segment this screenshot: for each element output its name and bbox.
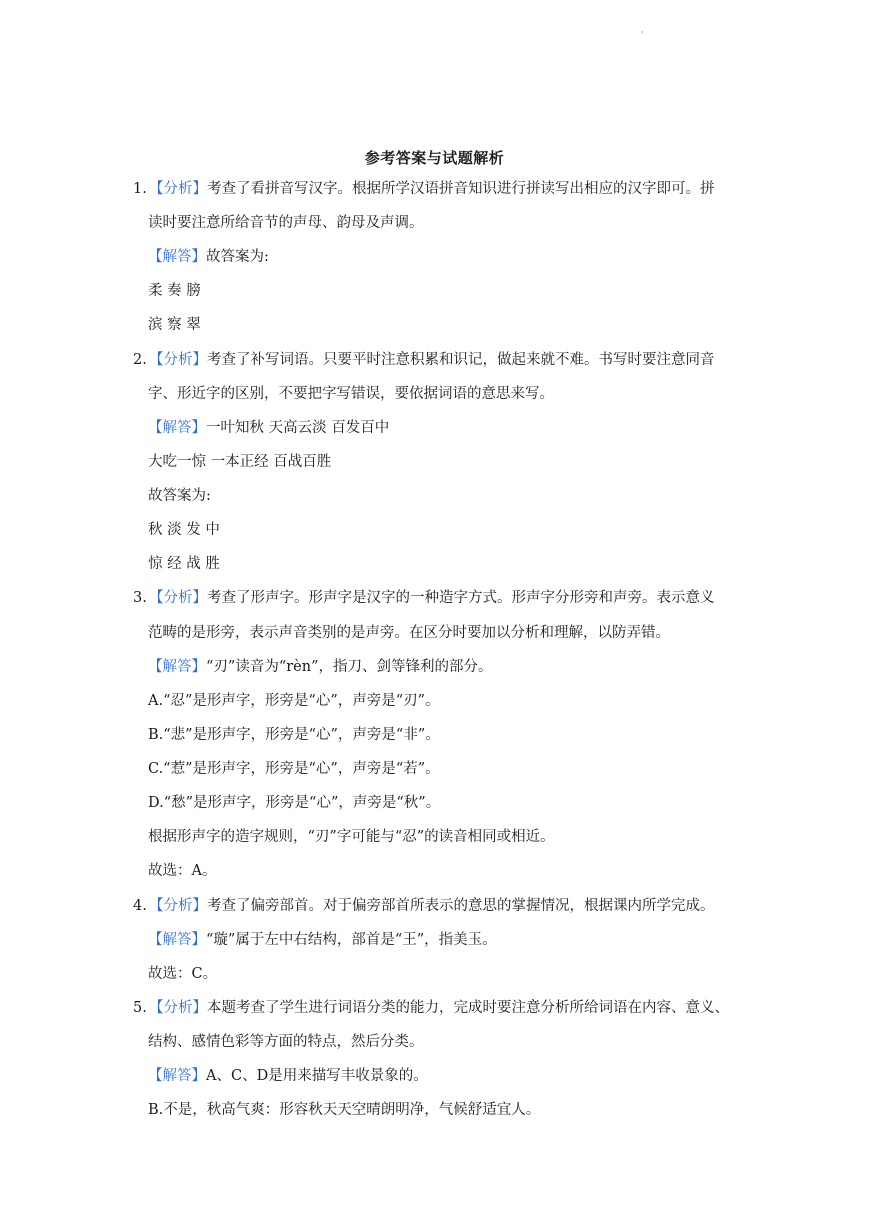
line-text: 惊 经 战 胜 xyxy=(148,556,220,572)
text-line xyxy=(148,452,331,472)
line-text: 字、形近字的区别，不要把字写错误，要依据词语的意思来写。 xyxy=(148,386,554,402)
line-text: A、C、D是用来描写丰收景象的。 xyxy=(206,1068,428,1084)
line-text: 故选：A。 xyxy=(148,863,217,879)
text-line xyxy=(148,861,216,881)
line-text: 故答案为: xyxy=(148,488,211,504)
section-tag: 【分析】 xyxy=(149,1000,207,1016)
line-text: 考查了看拼音写汉字。根据所学汉语拼音知识进行拼读写出相应的汉字即可。拼 xyxy=(207,181,715,197)
line-text: 故答案为: xyxy=(206,249,269,265)
line-text: 故选：C。 xyxy=(148,966,218,982)
line-text: 柔 奏 膀 xyxy=(148,283,201,299)
question-number: 5. xyxy=(133,1000,147,1016)
text-line xyxy=(148,1032,424,1052)
text-line xyxy=(148,213,424,233)
section-tag: 【解答】 xyxy=(148,659,206,675)
text-line xyxy=(133,998,729,1018)
text-line xyxy=(148,1100,540,1120)
line-text: 根据形声字的造字规则，“刃”字可能与“忍”的读音相同或相近。 xyxy=(148,829,555,845)
text-line xyxy=(133,179,715,199)
line-text: A.“忍”是形声字，形旁是“心”，声旁是“刃”。 xyxy=(148,693,440,709)
text-line xyxy=(148,657,493,677)
text-line xyxy=(148,691,440,711)
line-text: B.“悲”是形声字，形旁是“心”，声旁是“非”。 xyxy=(148,727,440,743)
line-text: 大吃一惊 一本正经 百战百胜 xyxy=(148,454,332,470)
text-line xyxy=(133,896,715,916)
text-line xyxy=(148,930,497,950)
line-text: D.“愁”是形声字，形旁是“心”，声旁是“秋”。 xyxy=(148,795,441,811)
page-title: 参考答案与试题解析 xyxy=(364,149,505,167)
line-text: B.不是，秋高气爽：形容秋天天空晴朗明净，气候舒适宜人。 xyxy=(148,1102,541,1118)
text-line xyxy=(148,725,440,745)
text-line xyxy=(148,384,554,404)
text-line xyxy=(148,623,670,643)
question-number: 3. xyxy=(133,590,147,606)
line-text: 读时要注意所给音节的声母、韵母及声调。 xyxy=(148,215,424,231)
text-line xyxy=(148,964,217,984)
text-line xyxy=(148,247,269,267)
page-mark: ' xyxy=(641,30,644,39)
section-tag: 【分析】 xyxy=(149,898,207,914)
question-number: 4. xyxy=(133,898,147,914)
line-text: 考查了形声字。形声字是汉字的一种造字方式。形声字分形旁和声旁。表示意义 xyxy=(207,590,715,606)
section-tag: 【解答】 xyxy=(148,1068,206,1084)
section-tag: 【分析】 xyxy=(149,590,207,606)
text-line xyxy=(148,793,440,813)
line-text: “璇”属于左中右结构，部首是“王”，指美玉。 xyxy=(206,932,497,948)
section-tag: 【解答】 xyxy=(148,420,206,436)
line-text: 本题考查了学生进行词语分类的能力，完成时要注意分析所给词语在内容、意义、 xyxy=(207,1000,729,1016)
text-line xyxy=(148,315,201,335)
text-line xyxy=(148,759,440,779)
section-tag: 【分析】 xyxy=(149,181,207,197)
text-line xyxy=(148,281,201,301)
line-text: 一叶知秋 天高云淡 百发百中 xyxy=(206,420,390,436)
text-line xyxy=(148,827,555,847)
line-text: 滨 察 翠 xyxy=(148,317,201,333)
line-text: 范畴的是形旁，表示声音类别的是声旁。在区分时要加以分析和理解，以防弄错。 xyxy=(148,625,670,641)
text-line xyxy=(133,350,715,370)
section-tag: 【解答】 xyxy=(148,249,206,265)
text-line xyxy=(148,418,389,438)
question-number: 1. xyxy=(133,181,147,197)
text-line xyxy=(148,486,211,506)
line-text: 考查了补写词语。只要平时注意积累和识记，做起来就不难。书写时要注意同音 xyxy=(207,352,715,368)
text-line xyxy=(148,1066,428,1086)
line-text: 考查了偏旁部首。对于偏旁部首所表示的意思的掌握情况，根据课内所学完成。 xyxy=(207,898,715,914)
text-line xyxy=(148,520,220,540)
section-tag: 【解答】 xyxy=(148,932,206,948)
line-text: “刃”读音为“rèn”，指刀、剑等锋利的部分。 xyxy=(206,659,493,675)
line-text: C.“惹”是形声字，形旁是“心”，声旁是“若”。 xyxy=(148,761,440,777)
section-tag: 【分析】 xyxy=(149,352,207,368)
question-number: 2. xyxy=(133,352,147,368)
text-line xyxy=(133,588,715,608)
line-text: 结构、感情色彩等方面的特点，然后分类。 xyxy=(148,1034,424,1050)
text-line xyxy=(148,554,220,574)
line-text: 秋 淡 发 中 xyxy=(148,522,220,538)
